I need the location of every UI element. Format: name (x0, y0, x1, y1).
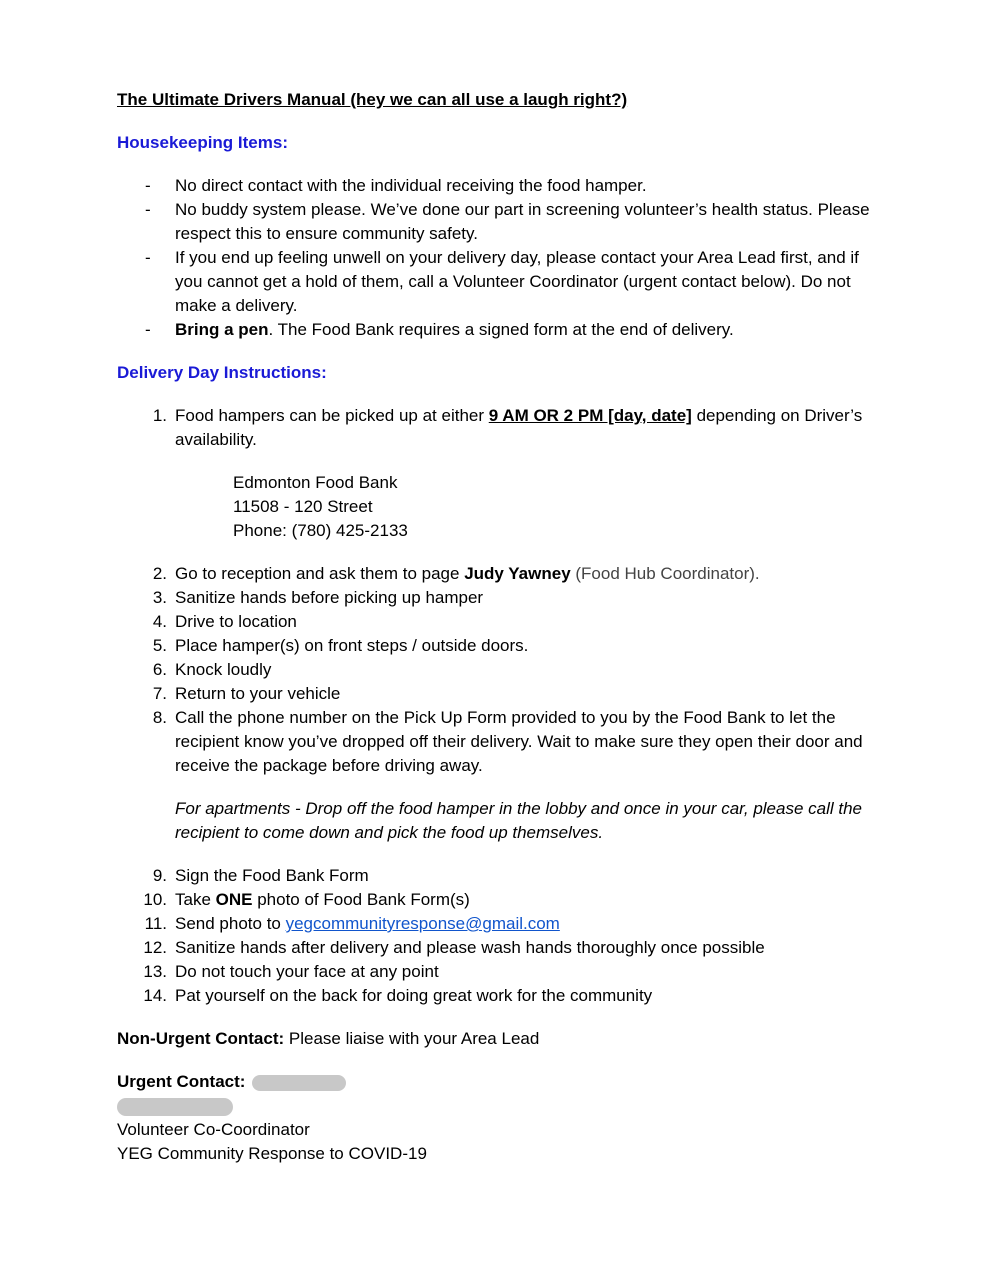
step-number: 8. (152, 708, 167, 727)
bring-pen-bold: Bring a pen (175, 320, 269, 339)
list-item-text: No buddy system please. We’ve done our part in screening volunteer’s health status. Please respect this to ensure community safety. (175, 200, 870, 243)
list-item (117, 174, 877, 198)
list-item (117, 404, 877, 452)
redacted-phone (117, 1098, 233, 1116)
non-urgent-label: Non-Urgent Contact: (117, 1029, 285, 1048)
bullet-dash: - (145, 248, 151, 267)
bullet-dash: - (145, 200, 151, 219)
step-text: Knock loudly (175, 660, 272, 679)
step-text: Take (175, 890, 216, 909)
list-item (117, 562, 877, 586)
delivery-heading: Delivery Day Instructions: (117, 363, 327, 382)
step-text: Place hamper(s) on front steps / outside doors. (175, 636, 529, 655)
step-text: Send photo to (175, 914, 286, 933)
list-item (117, 658, 877, 682)
step-number: 6. (152, 660, 167, 679)
list-item (117, 706, 877, 778)
coordinator-name: Judy Yawney (464, 564, 571, 583)
non-urgent-contact (117, 1027, 877, 1051)
list-item (117, 198, 877, 246)
address-line: Edmonton Food Bank (233, 473, 398, 492)
list-item (117, 634, 877, 658)
list-item (117, 318, 877, 342)
pickup-time: 9 AM OR 2 PM [day, date] (488, 406, 692, 425)
list-item-text: . The Food Bank requires a signed form at the end of delivery. (268, 320, 734, 339)
step-text: Return to your vehicle (175, 684, 341, 703)
list-item (117, 864, 877, 888)
step-text: Sanitize hands before picking up hamper (175, 588, 484, 607)
contacts-section (117, 1027, 877, 1166)
contact-org: YEG Community Response to COVID-19 (117, 1144, 427, 1163)
document-page (117, 88, 877, 1166)
step-text: Food hampers can be picked up at either (175, 406, 489, 425)
delivery-steps-part3 (117, 864, 877, 1008)
step-text: Call the phone number on the Pick Up Form provided to you by the Food Bank to let the recipient know you’ve dropped off their delivery. Wait to make sure they open their door and receive the package before driving away. (175, 708, 863, 775)
list-item (117, 888, 877, 912)
step-text: Pat yourself on the back for doing great work for the community (175, 986, 653, 1005)
list-item (117, 610, 877, 634)
step-text: depending on Driver’s availability. (175, 406, 863, 449)
step-text: Do not touch your face at any point (175, 962, 439, 981)
list-item-text: If you end up feeling unwell on your delivery day, please contact your Area Lead first, and if you cannot get a hold of them, call a Volunteer Coordinator (urgent contact below). Do not make a delivery. (175, 248, 859, 315)
list-item (117, 912, 877, 936)
housekeeping-heading: Housekeeping Items: (117, 133, 288, 152)
food-bank-address (117, 471, 877, 543)
redacted-name (252, 1075, 346, 1091)
list-item (117, 246, 877, 318)
step-number: 5. (152, 636, 167, 655)
contact-role: Volunteer Co-Coordinator (117, 1120, 310, 1139)
bullet-dash: - (145, 176, 151, 195)
urgent-contact (117, 1070, 877, 1094)
document-title: The Ultimate Drivers Manual (hey we can all use a laugh right?) (117, 90, 628, 109)
step-number: 12. (143, 938, 167, 957)
list-item-text: No direct contact with the individual receiving the food hamper. (175, 176, 647, 195)
delivery-steps-part2 (117, 562, 877, 778)
step-text: photo of Food Bank Form(s) (252, 890, 470, 909)
step-number: 3. (152, 588, 167, 607)
step-number: 11. (144, 914, 167, 933)
step-number: 14. (143, 986, 167, 1005)
list-item (117, 984, 877, 1008)
step-number: 10. (143, 890, 167, 909)
list-item (117, 682, 877, 706)
step-number: 4. (152, 612, 167, 631)
step-text: Sign the Food Bank Form (175, 866, 369, 885)
step-text: Go to reception and ask them to page (175, 564, 465, 583)
step-number: 2. (152, 564, 167, 583)
one-bold: ONE (215, 890, 253, 909)
list-item (117, 586, 877, 610)
housekeeping-list (117, 174, 877, 342)
step-number: 13. (143, 962, 167, 981)
delivery-steps-part1 (117, 404, 877, 452)
urgent-label: Urgent Contact: (117, 1072, 246, 1091)
bullet-dash: - (145, 320, 151, 339)
apartment-note: For apartments - Drop off the food hamper in the lobby and once in your car, please call the recipient to come down and pick the food up themselves. (175, 799, 862, 842)
address-line: 11508 - 120 Street (233, 497, 373, 516)
step-text: Sanitize hands after delivery and please wash hands thoroughly once possible (175, 938, 765, 957)
step-number: 9. (152, 866, 167, 885)
address-line: Phone: (780) 425-2133 (233, 521, 408, 540)
step-text: (Food Hub Coordinator). (570, 564, 760, 583)
email-link[interactable]: yegcommunityresponse@gmail.com (285, 914, 560, 933)
non-urgent-text: Please liaise with your Area Lead (284, 1029, 540, 1048)
step-number: 1. (152, 406, 167, 425)
list-item (117, 960, 877, 984)
step-number: 7. (152, 684, 167, 703)
urgent-phone-line (117, 1094, 877, 1118)
step-text: Drive to location (175, 612, 297, 631)
list-item (117, 936, 877, 960)
